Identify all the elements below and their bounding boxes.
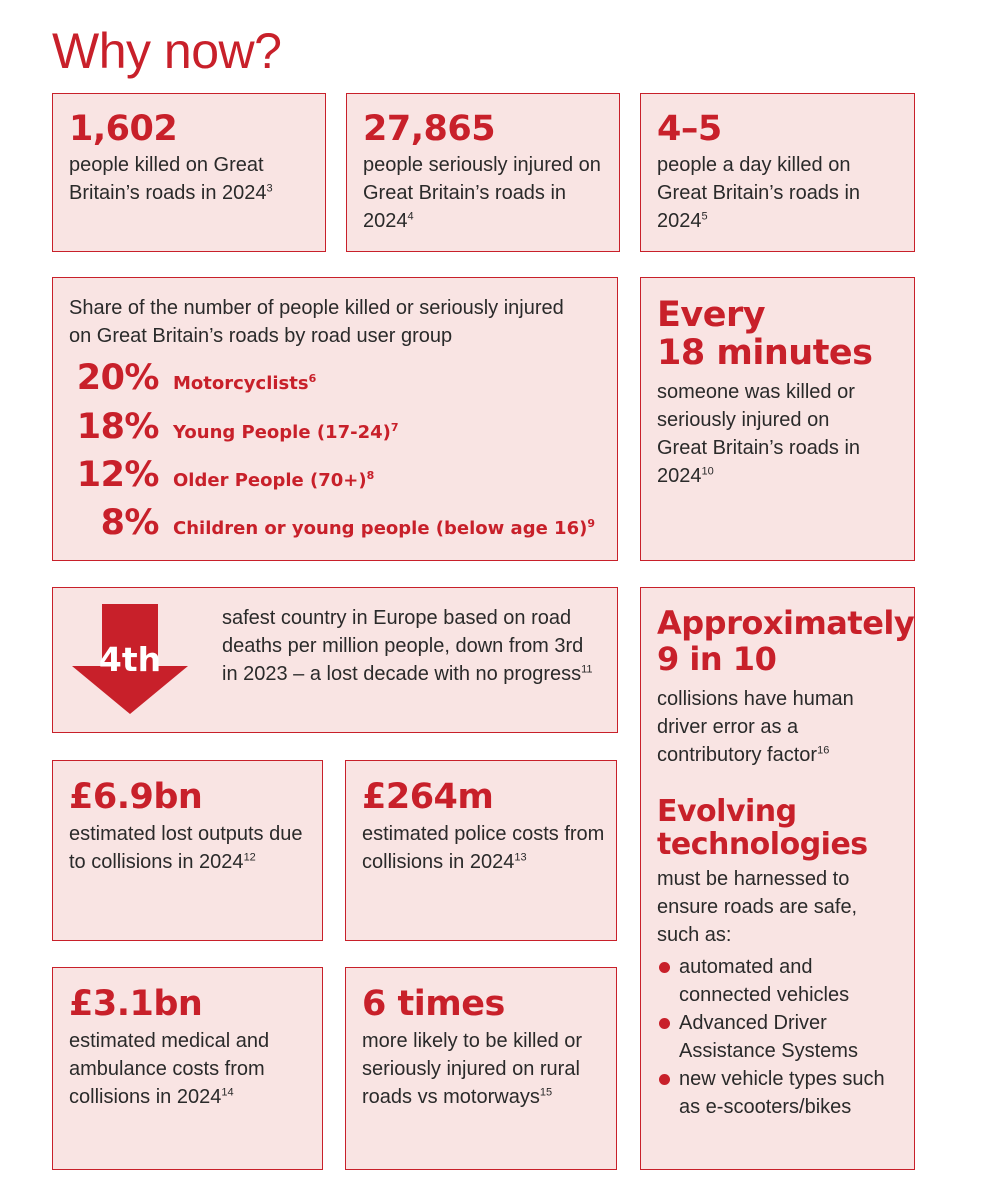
tech-bullet-list [657, 953, 902, 1121]
human-value-line2: 9 in 10 [657, 640, 777, 678]
footnote-ref: 10 [701, 465, 714, 478]
cost-text: estimated lost outputs due to collisions in 2024$^{12}$ [69, 823, 303, 873]
stat-text: people seriously injured on Great Britain’s roads in 2024$^4$ [363, 154, 601, 232]
share-row-young-people [67, 407, 399, 447]
footnote-ref: 6 [308, 372, 317, 385]
cost-value: £264m [362, 777, 494, 817]
cost-card-lost-outputs [52, 760, 323, 941]
tech-heading-line2: technologies [657, 827, 868, 862]
share-percent: 20% [76, 358, 159, 398]
share-label: Older People $(70+)^8$ [173, 469, 375, 491]
rural-text: more likely to be killed or seriously injured on rural roads vs motorways$^{15}$ [362, 1030, 583, 1108]
stat-card-injured [346, 93, 620, 252]
page-title: Why now? [52, 23, 282, 79]
rank-text: safest country in Europe based on road deaths per million people, down from 3rd in 2023 – a lost decade with no progress$^{11}$ [222, 607, 593, 685]
footnote-ref: 12 [243, 851, 256, 864]
stat-value: 1,602 [69, 109, 178, 149]
human-text: collisions have human driver error as a contributory factor$^{16}$ [657, 688, 854, 766]
footnote-ref: 8 [366, 469, 375, 482]
cost-card-police [345, 760, 617, 941]
every-text: someone was killed or seriously injured on Great Britain’s roads in 2024$^{10}$ [657, 381, 861, 487]
footnote-ref: 4 [407, 210, 414, 223]
stat-text: people a day killed on Great Britain’s roads in 2024$^5$ [657, 154, 861, 232]
footnote-ref: 9 [587, 517, 595, 530]
cost-text: estimated police costs from collisions in 2024$^{13}$ [362, 823, 605, 873]
every-value-line1: Every [657, 295, 766, 335]
stat-value: 4–5 [657, 109, 722, 149]
tech-text: must be harnessed to ensure roads are safe, such as: [657, 868, 858, 946]
footnote-ref: 5 [701, 210, 708, 223]
share-percent: 8% [100, 503, 159, 543]
list-item: automated and connected vehicles [657, 953, 902, 1009]
human-value-line1: Approximately [657, 604, 915, 642]
footnote-ref: 3 [266, 182, 273, 195]
rural-value: 6 times [362, 984, 505, 1024]
bullet-icon [659, 1074, 670, 1085]
footnote-ref: 7 [390, 421, 399, 434]
share-label: Children or young people (below age 16)$^9$ [173, 517, 595, 539]
footnote-ref: 16 [817, 744, 830, 757]
rank-badge: 4th [98, 640, 162, 679]
share-label: Young People $(17-24)^7$ [173, 421, 399, 443]
every-card [640, 277, 915, 561]
share-row-older-people [67, 455, 374, 495]
footnote-ref: 11 [581, 663, 593, 676]
share-percent: 12% [76, 455, 159, 495]
cost-card-medical [52, 967, 323, 1170]
share-label: Motorcyclists$^6$ [173, 372, 317, 394]
share-row-motorcyclists [67, 358, 316, 398]
cost-value: £3.1bn [69, 984, 203, 1024]
footnote-ref: 15 [539, 1086, 553, 1099]
share-percent: 18% [76, 407, 159, 447]
list-item: Advanced Driver Assistance Systems [657, 1009, 902, 1065]
stat-text: people killed on Great Britain’s roads in 2024$^3$ [69, 154, 273, 204]
rank-card [52, 587, 618, 733]
stat-card-per-day [640, 93, 915, 252]
stat-value: 27,865 [363, 109, 496, 149]
rural-card [345, 967, 617, 1170]
tech-heading-line1: Evolving [657, 794, 797, 829]
cost-text: estimated medical and ambulance costs from collisions in 2024$^{14}$ [69, 1030, 270, 1108]
list-item: new vehicle types such as e-scooters/bikes [657, 1065, 902, 1121]
footnote-ref: 14 [221, 1086, 234, 1099]
share-intro: Share of the number of people killed or seriously injured on Great Britain’s roads by road user group [69, 297, 564, 347]
share-row-children [67, 503, 595, 543]
footnote-ref: 13 [514, 851, 527, 864]
every-value-line2: 18 minutes [657, 333, 873, 373]
stat-card-killed [52, 93, 326, 252]
cost-value: £6.9bn [69, 777, 203, 817]
bullet-icon [659, 962, 670, 973]
bullet-icon [659, 1018, 670, 1029]
share-card [52, 277, 618, 561]
human-error-card [640, 587, 915, 1170]
